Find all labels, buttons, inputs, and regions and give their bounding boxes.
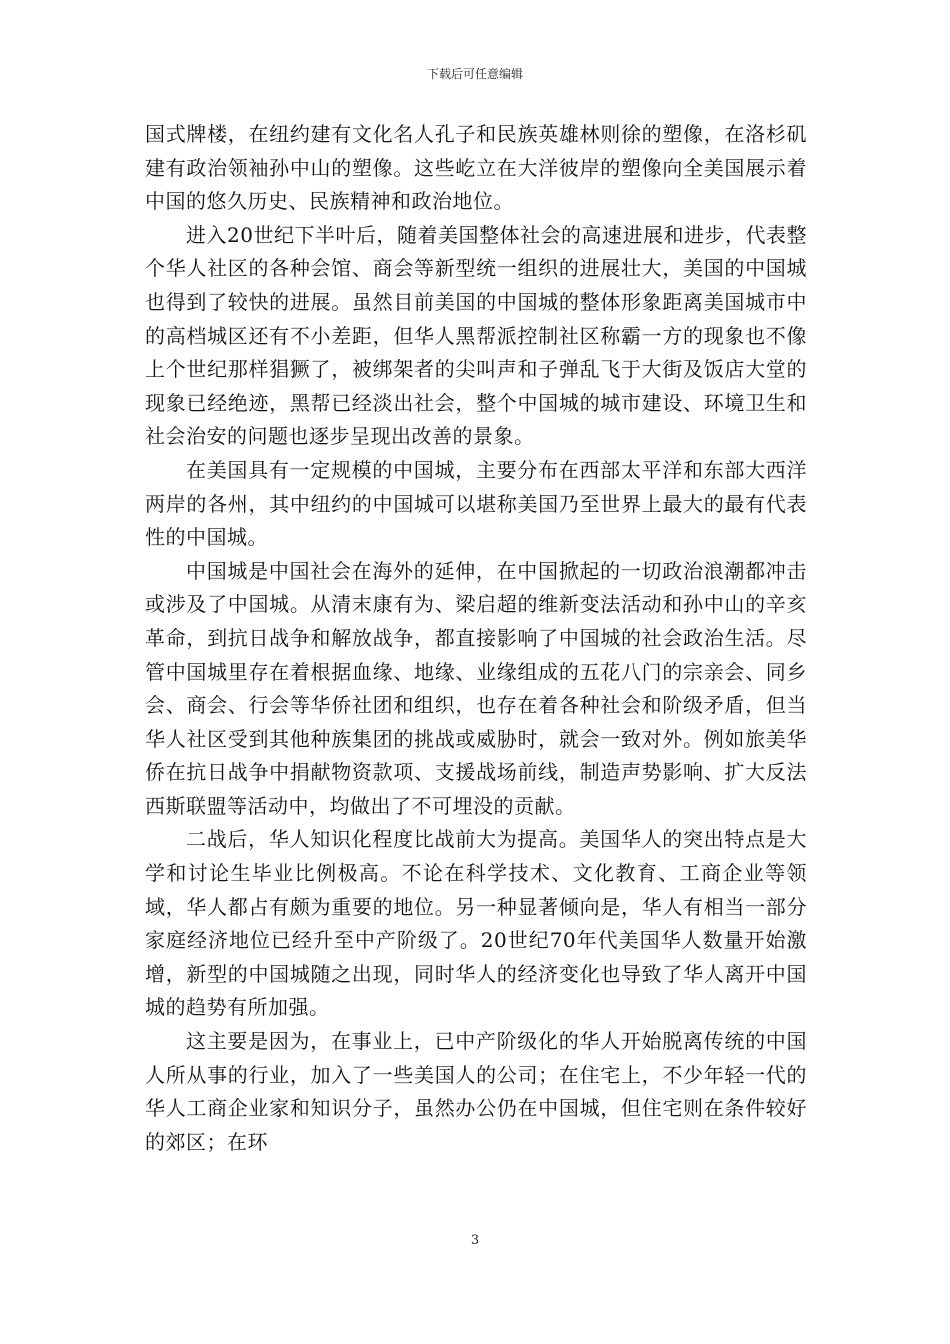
page-header: 下载后可任意编辑 bbox=[426, 67, 523, 81]
paragraph-continuation: 国式牌楼，在纽约建有文化名人孔子和民族英雄林则徐的塑像，在洛杉矶建有政治领袖孙中山的塑像。这些屹立在大洋彼岸的塑像向全美国展示着中国的悠久历史、民族精神和政治地位。 bbox=[145, 122, 807, 214]
paragraph: 在美国具有一定规模的中国城，主要分布在西部太平洋和东部大西洋两岸的各州，其中纽约的中国城可以堪称美国乃至世界上最大的最有代表性的中国城。 bbox=[145, 457, 807, 550]
document-body bbox=[145, 118, 807, 1159]
paragraph: 这主要是因为，在事业上，已中产阶级化的华人开始脱离传统的中国人所从事的行业，加入了一些美国人的公司；在住宅上，不少年轻一代的华人工商企业家和知识分子，虽然办公仍在中国城，但住宅则在条件较好的郊区；在环 bbox=[145, 1029, 807, 1154]
paragraph: 进入20世纪下半叶后，随着美国整体社会的高速进展和进步，代表整个华人社区的各种会馆、商会等新型统一组织的进展壮大，美国的中国城也得到了较快的进展。虽然目前美国的中国城的整体形象距离美国城市中的高档城区还有不小差距，但华人黑帮派控制社区称霸一方的现象也不像上个世纪那样猖獗了，被绑架者的尖叫声和子弹乱飞于大街及饭店大堂的现象已经绝迹，黑帮已经淡出社会，整个中国城的城市建设、环境卫生和社会治安的问题也逐步呈现出改善的景象。 bbox=[145, 222, 807, 449]
paragraph: 中国城是中国社会在海外的延伸，在中国掀起的一切政治浪潮都冲击或涉及了中国城。从清末康有为、梁启超的维新变法活动和孙中山的辛亥革命，到抗日战争和解放战争，都直接影响了中国城的社会政治生活。尽管中国城里存在着根据血缘、地缘、业缘组成的五花八门的宗亲会、同乡会、商会、行会等华侨社团和组织，也存在着各种社会和阶级矛盾，但当华人社区受到其他种族集团的挑战或威胁时，就会一致对外。例如旅美华侨在抗日战争中捐献物资款项、支援战场前线，制造声势影响、扩大反法西斯联盟等活动中，均做出了不可埋没的贡献。 bbox=[145, 558, 807, 818]
paragraph: 二战后，华人知识化程度比战前大为提高。美国华人的突出特点是大学和讨论生毕业比例极高。不论在科学技术、文化教育、工商企业等领域，华人都占有颇为重要的地位。另一种显著倾向是，华人有相当一部分家庭经济地位已经升至中产阶级了。20世纪70年代美国华人数量开始激增，新型的中国城随之出现，同时华人的经济变化也导致了华人离开中国城的趋势有所加强。 bbox=[145, 827, 807, 1020]
page-number: 3 bbox=[470, 1233, 480, 1248]
